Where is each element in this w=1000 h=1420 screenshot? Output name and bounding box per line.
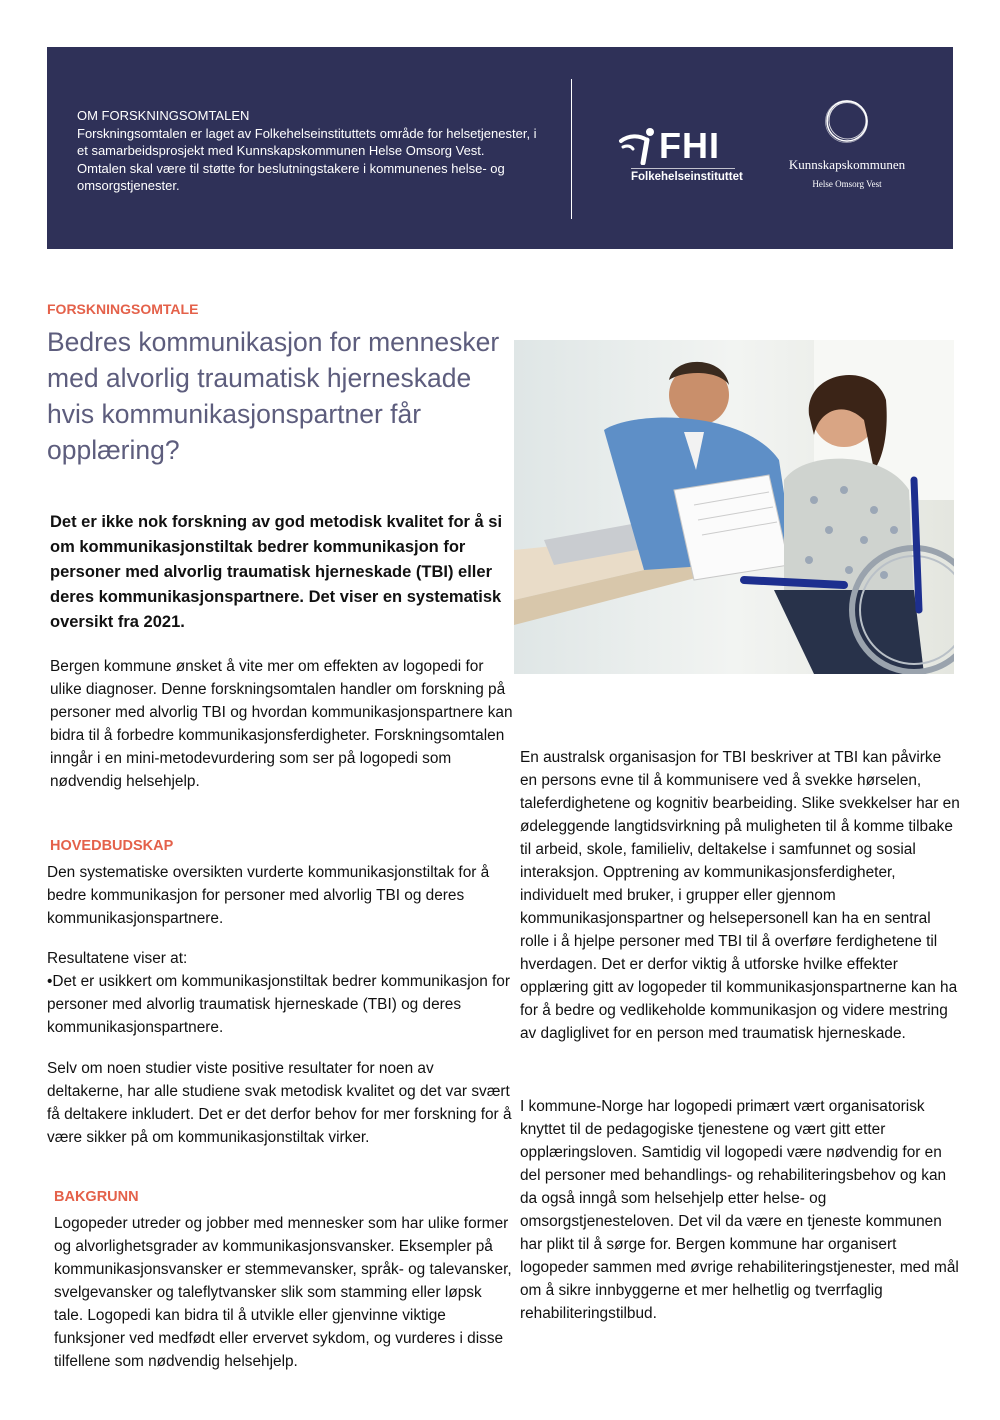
fhi-person-icon <box>617 125 657 165</box>
article-kicker: FORSKNINGSOMTALE <box>47 301 199 317</box>
kunnskapskommunen-logo <box>777 97 917 197</box>
fhi-subtitle: Folkehelseinstituttet <box>631 171 743 183</box>
article-lead: Det er ikke nok forskning av god metodisk kvalitet for å si om kommunikasjonstiltak bedrer kommunikasjon for personer med alvorlig traumatisk hjerneskade (TBI) eller deres kommunikasjonspartnere. Det viser en systematisk oversikt fra 2021. <box>50 513 503 631</box>
info-banner <box>47 47 953 249</box>
results-note: Selv om noen studier viste positive resultater for noen av deltakerne, har alle studiene svak metodisk kvalitet og det var svært få deltakere inkludert. Det er det derfor behov for mer forskning for å være sikker på om kommunikasjonstiltak virker. <box>47 1060 512 1146</box>
kk-name: Kunnskapskommunen <box>788 157 906 172</box>
background-text: Logopeder utreder og jobber med mennesker som har ulike former og alvorlighetsgrader av kommunikasjonsvansker. Eksempler på kommunikasjonsvansker er stemmevansker, språk- og talevansker, svelgevansker og taleflytvansker slik som stamming eller løpsk tale. Logopedi kan bidra til å utvikle eller gjenvinne viktige funksjoner ved medfødt eller ervervet sykdom, og vurderes i disse tilfellene som nødvendig helsehjelp. <box>54 1215 512 1370</box>
right-paragraph-2: I kommune-Norge har logopedi primært vært organisatorisk knyttet til de pedagogiske tjenestene og vært gitt etter opplæringsloven. Samtidig vil logopedi være nødvendig for en del personer med behandlings- og rehabiliteringsbehov og kan da også inngå som helsehjelp etter helse- og omsorgstjenesteloven. Det vil da være en tjeneste kommunen har plikt til å sørge for. Bergen kommune har organisert logopeder sammen med øvrige rehabiliteringstjenester, med mål om å sikre innbyggerne et mer helhetlig og tverrfaglig rehabiliteringstilbud. <box>520 1098 959 1322</box>
photo-illustration <box>514 340 954 674</box>
fhi-logo <box>617 125 743 185</box>
banner-heading: OM FORSKNINGSOMTALEN <box>77 108 250 123</box>
background-heading: BAKGRUNN <box>54 1189 139 1205</box>
right-paragraph-1: En australsk organisasjon for TBI beskriver at TBI kan påvirke en persons evne til å kommunisere ved å svekke hørselen, taleferdighetene og kognitiv bearbeiding. Slike svekkelser har en ødeleggende langtidsvirkning på muligheten til å komme tilbake til arbeid, skole, familieliv, deltakelse i samfunnet og sosial interaksjon. Opptrening av kommunikasjonsferdigheter, individuelt med bruker, i grupper eller gjennom kommunikasjonspartner og helsepersonell kan ha en sentral rolle i å hjelpe personer med TBI til å overføre ferdighetene til hverdagen. Det er derfor viktig å utforske hvilke effekter opplæring gitt av logopeder til kommunikasjonspartnerne kan ha for å bedre og vedlikeholde kommunikasjon og videre mestring av dagliglivet for en person med traumatisk hjerneskade. <box>520 749 960 1042</box>
results-bullet: •Det er usikkert om kommunikasjonstiltak bedrer kommunikasjon for personer med alvorlig traumatisk hjerneskade (TBI) og deres kommunikasjonspartnere. <box>47 973 510 1036</box>
results-label: Resultatene viser at: <box>47 950 188 967</box>
banner-description: Forskningsomtalen er laget av Folkehelseinstituttets område for helsetjenester, i et samarbeidsprosjekt med Kunnskapskommunen Helse Omsorg Vest. Omtalen skal være til støtte for beslutningstakere i kommunenes helse- og omsorgstjenester. <box>77 125 537 193</box>
kk-subtitle: Helse Omsorg Vest <box>812 179 882 189</box>
intro-paragraph: Bergen kommune ønsket å vite mer om effekten av logopedi for ulike diagnoser. Denne forskningsomtalen handler om forskning på personer med alvorlig TBI og hvordan kommunikasjonspartnere kan bidra til å forbedre kommunikasjonsferdigheter. Forskningsomtalen inngår i en mini-metodevurdering som ser på logopedi som nødvendig helsehjelp. <box>50 658 513 790</box>
circle-swirl-icon <box>823 97 871 145</box>
banner-divider <box>571 79 572 219</box>
article-title: Bedres kommunikasjon for mennesker med alvorlig traumatisk hjerneskade hvis kommunikasjonspartner får opplæring? <box>47 327 500 465</box>
article-photo <box>514 340 954 674</box>
main-message-heading: HOVEDBUDSKAP <box>50 838 174 854</box>
fhi-wordmark: FHI <box>659 125 720 166</box>
banner-text-block <box>77 107 537 195</box>
fhi-rule <box>631 168 735 169</box>
main-message-text: Den systematiske oversikten vurderte kommunikasjonstiltak for å bedre kommunikasjon for personer med alvorlig TBI og deres kommunikasjonspartnere. <box>47 864 490 927</box>
